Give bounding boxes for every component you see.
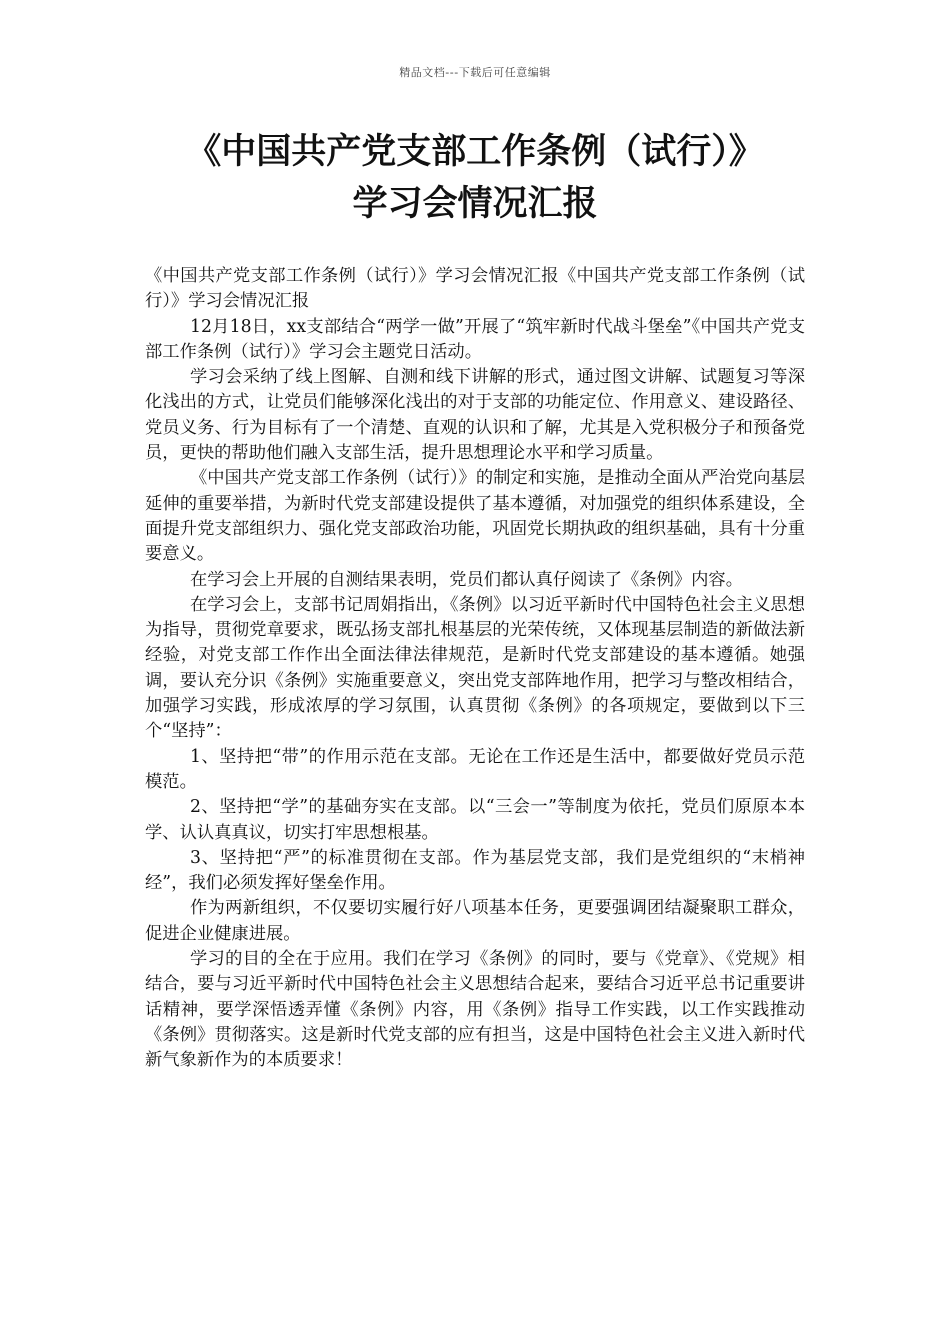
paragraph-intro: 《中国共产党支部工作条例（试行）》学习会情况汇报《中国共产党支部工作条例（试行）》学习会情况汇报 bbox=[145, 266, 805, 312]
document-body bbox=[145, 264, 805, 1074]
title-line-1: 《中国共产党支部工作条例（试行）》 bbox=[186, 132, 764, 172]
paragraph: 学习的目的全在于应用。我们在学习《条例》的同时，要与《党章》、《党规》相结合，要与习近平新时代中国特色社会主义思想结合起来，要结合习近平总书记重要讲话精神，要学深悟透弄懂《条例》内容，用《条例》指导工作实践，以工作实践推动《条例》贯彻落实。这是新时代党支部的应有担当，这是中国特色社会主义进入新时代新气象新作为的本质要求！ bbox=[145, 949, 805, 1071]
paragraph: 在学习会上开展的自测结果表明，党员们都认真仔阅读了《条例》内容。 bbox=[189, 569, 743, 590]
paragraph: 作为两新组织，不仅要切实履行好八项基本任务，更要强调团结凝聚职工群众，促进企业健康进展。 bbox=[145, 898, 805, 944]
title-line-2: 学习会情况汇报 bbox=[352, 184, 598, 224]
list-item: 1、坚持把“带”的作用示范在支部。无论在工作还是生活中，都要做好党员示范模范。 bbox=[145, 746, 805, 792]
page-title bbox=[120, 126, 830, 230]
header-note: 精品文档---下载后可任意编辑 bbox=[399, 66, 551, 79]
paragraph: 在学习会上，支部书记周娟指出，《条例》以习近平新时代中国特色社会主义思想为指导，贯彻党章要求，既弘扬支部扎根基层的光荣传统，又体现基层制造的新做法新经验，对党支部工作作出全面法律法律规范，是新时代党支部建设的基本遵循。她强调，要认充分识《条例》实施重要意义，突出党支部阵地作用，把学习与整改相结合，加强学习实践，形成浓厚的学习氛围，认真贯彻《条例》的各项规定，要做到以下三个“坚持”： bbox=[145, 594, 805, 742]
paragraph: 《中国共产党支部工作条例（试行）》的制定和实施，是推动全面从严治党向基层延伸的重要举措，为新时代党支部建设提供了基本遵循，对加强党的组织体系建设，全面提升党支部组织力、强化党支部政治功能，巩固党长期执政的组织基础，具有十分重要意义。 bbox=[145, 468, 805, 565]
paragraph: 学习会采纳了线上图解、自测和线下讲解的形式，通过图文讲解、试题复习等深化浅出的方式，让党员们能够深化浅出的对于支部的功能定位、作用意义、建设路径、党员义务、行为目标有了一个清楚、直观的认识和了解，尤其是入党积极分子和预备党员，更快的帮助他们融入支部生活，提升思想理论水平和学习质量。 bbox=[145, 367, 805, 464]
paragraph: 12月18日，xx支部结合“两学一做”开展了“筑牢新时代战斗堡垒”《中国共产党支部工作条例（试行）》学习会主题党日活动。 bbox=[145, 316, 805, 362]
list-item: 3、坚持把“严”的标准贯彻在支部。作为基层党支部，我们是党组织的“末梢神经”，我们必须发挥好堡垒作用。 bbox=[145, 847, 805, 894]
list-item: 2、坚持把“学”的基础夯实在支部。以“三会一”等制度为依托，党员们原原本本学、认认真真议，切实打牢思想根基。 bbox=[145, 797, 805, 843]
